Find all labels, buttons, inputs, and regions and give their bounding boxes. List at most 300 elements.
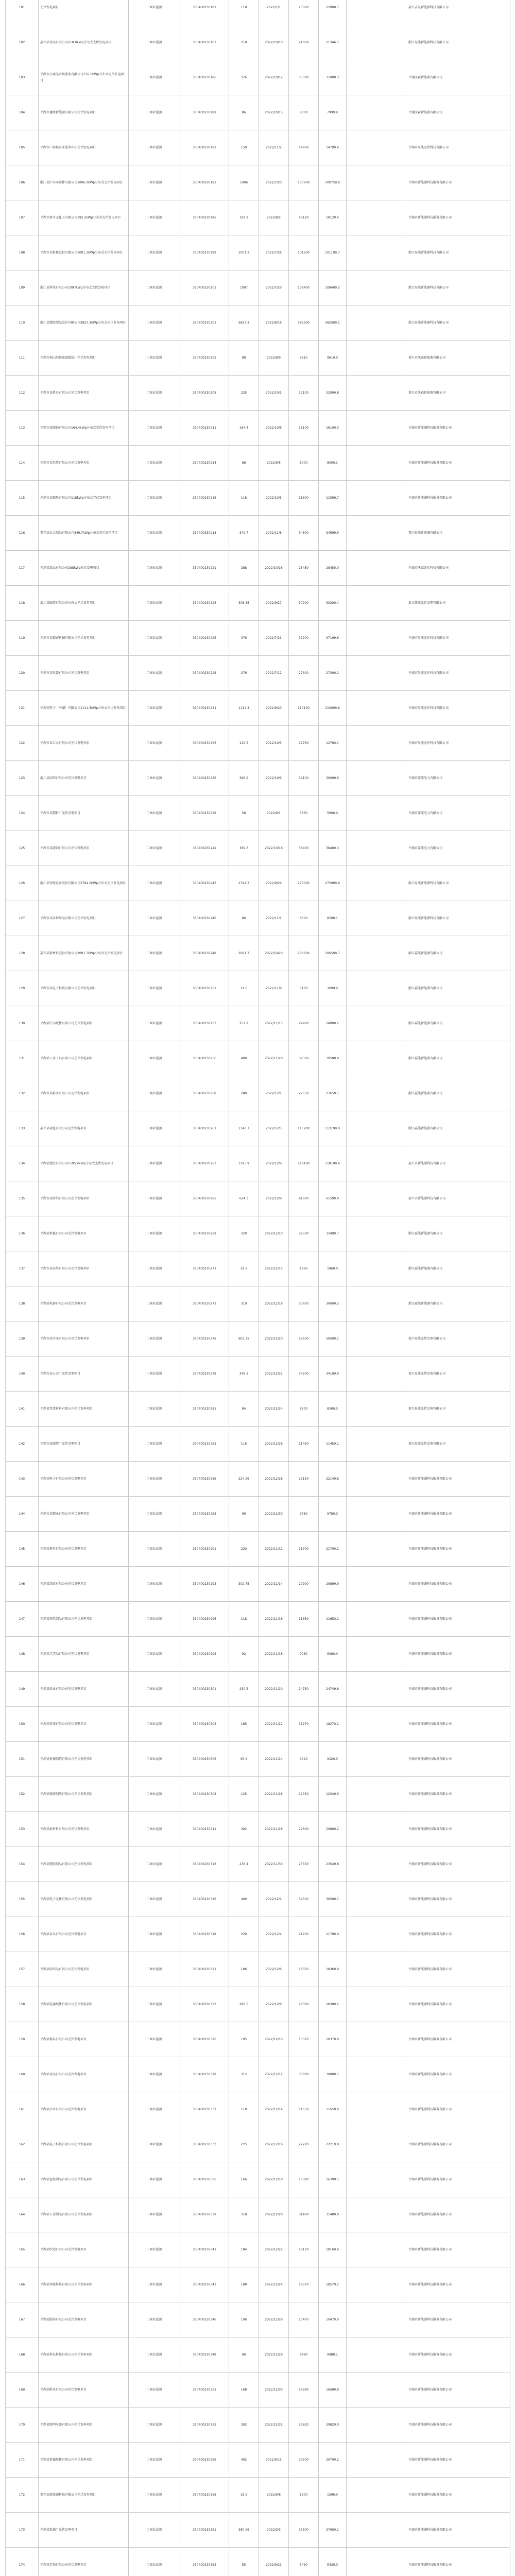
- project-type: 工商业屋顶: [129, 586, 180, 621]
- table-row: [6, 446, 510, 481]
- project-name: 嘉兴某新能源科技有限公司光伏发电项目: [39, 2478, 129, 2513]
- table-row: [6, 586, 510, 621]
- grid-date: 2022/9/3: [259, 2513, 289, 2548]
- generation: 37200: [289, 621, 319, 656]
- generation: 18120: [289, 200, 319, 235]
- project-code: 330400230326: [180, 2022, 229, 2057]
- project-code: 330400230266: [180, 1181, 229, 1216]
- row-number: 146: [6, 1567, 39, 1602]
- project-code: 330400230286: [180, 1462, 229, 1497]
- table-row: [6, 971, 510, 1006]
- project-type: 工商业屋顶: [129, 200, 180, 235]
- table-row: [6, 270, 510, 306]
- table-row: [6, 551, 510, 586]
- capacity: 1195.9: [229, 1146, 259, 1181]
- generation: 24900: [289, 1006, 319, 1041]
- project-code: 330400230211: [180, 411, 229, 446]
- row-number: 167: [6, 2302, 39, 2337]
- owner-company: 嘉兴吉民新能源科技有限公司: [403, 0, 510, 25]
- table-row: [6, 306, 510, 341]
- grid-date: 2022/11/1: [259, 901, 289, 936]
- generation: 59500: [289, 1321, 319, 1357]
- generation: 39500: [289, 1882, 319, 1917]
- project-type: 工商业屋顶: [129, 270, 180, 306]
- blank-cell: [347, 376, 403, 411]
- row-number: 133: [6, 1111, 39, 1146]
- generation: 8300: [289, 1392, 319, 1427]
- grid-date: 2022/12/22: [259, 1357, 289, 1392]
- reduction: 14799.6: [319, 130, 347, 165]
- row-number: 121: [6, 691, 39, 726]
- blank-cell: [347, 2408, 403, 2443]
- generation: 29800: [289, 1812, 319, 1847]
- table-row: [6, 936, 510, 971]
- grid-date: 2022/10/15: [259, 95, 289, 130]
- blank-cell: [347, 2513, 403, 2548]
- project-name: 平湖市某服装厂光伏发电项目: [39, 1427, 129, 1462]
- project-name: 平湖某电子元件有限公司光伏发电项目: [39, 1882, 129, 1917]
- project-name: 平湖某新材料有限公司光伏发电项目: [39, 1812, 129, 1847]
- project-name: 平湖市某实业有限公司光伏发电项目: [39, 1321, 129, 1357]
- owner-company: 嘉兴市沃森新能源有限公司: [403, 376, 510, 411]
- generation: 39100: [289, 761, 319, 796]
- owner-company: 浙江嘉能新能源有限公司: [403, 936, 510, 971]
- project-type: 工商业屋顶: [129, 1567, 180, 1602]
- project-type: 工商业屋顶: [129, 1637, 180, 1672]
- table-row: [6, 25, 510, 60]
- table-row: [6, 2548, 510, 2576]
- grid-date: 2022/10/16: [259, 831, 289, 866]
- capacity: 380.96: [229, 2513, 259, 2548]
- project-name: 平湖某机电科技有限公司光伏发电项目: [39, 2337, 129, 2372]
- generation: 28300: [289, 1987, 319, 2022]
- project-name: 平湖市某包装有限公司光伏发电项目: [39, 446, 129, 481]
- table-row: [6, 95, 510, 130]
- project-type: 工商业屋顶: [129, 1917, 180, 1952]
- project-name: 平湖某电子（平湖）有限公司1114.3kWp分布式光伏发电项目: [39, 691, 129, 726]
- project-name: 平湖某实业有限公司光伏发电项目: [39, 2092, 129, 2127]
- reduction: 22219.8: [319, 2127, 347, 2162]
- project-code: 330400230258: [180, 1076, 229, 1111]
- owner-company: 嘉兴易能光伏发电有限公司: [403, 1321, 510, 1357]
- table-row: [6, 2372, 510, 2408]
- row-number: 138: [6, 1286, 39, 1321]
- project-name: 平湖市某家居用品有限公司光伏发电项目: [39, 901, 129, 936]
- row-number: 120: [6, 656, 39, 691]
- project-type: 工商业屋顶: [129, 726, 180, 761]
- project-name: 浙江某汽车零部件有限公司1006.0kWp分布式光伏发电项目: [39, 165, 129, 200]
- table-row: [6, 60, 510, 95]
- table-row: [6, 1532, 510, 1567]
- project-type: 工商业屋顶: [129, 2513, 180, 2548]
- project-code: 330400230313: [180, 1847, 229, 1882]
- owner-company: 平湖沃森新能源有限公司: [403, 95, 510, 130]
- table-row: [6, 1041, 510, 1076]
- project-type: 工商业屋顶: [129, 2162, 180, 2197]
- project-type: 工商业屋顶: [129, 1462, 180, 1497]
- project-code: 330400230331: [180, 2092, 229, 2127]
- reduction: 9080.0: [319, 1637, 347, 1672]
- table-row: [6, 2337, 510, 2372]
- owner-company: 平湖市新能源科技服务有限公司: [403, 2057, 510, 2092]
- grid-date: 2022/10/26: [259, 551, 289, 586]
- project-code: 330400230343: [180, 2267, 229, 2302]
- reduction: 12760.1: [319, 726, 347, 761]
- capacity: 302: [229, 1812, 259, 1847]
- project-code: 330400230281: [180, 1392, 229, 1427]
- generation: 23550: [289, 1847, 319, 1882]
- generation: 1860: [289, 1251, 319, 1286]
- generation: 35000: [289, 60, 319, 95]
- project-name: 平湖某箱包制品有限公司光伏发电项目: [39, 1602, 129, 1637]
- capacity: 86: [229, 446, 259, 481]
- capacity: 186: [229, 1952, 259, 1987]
- owner-company: 嘉兴易能新能源有限公司: [403, 516, 510, 551]
- project-name: 平湖某包装制品有限公司光伏发电项目: [39, 2162, 129, 2197]
- project-code: 330400230236: [180, 761, 229, 796]
- blank-cell: [347, 1111, 403, 1146]
- table-row: [6, 341, 510, 376]
- reduction: 18369.9: [319, 1952, 347, 1987]
- capacity: 1001.3: [229, 235, 259, 270]
- project-code: 330400230263: [180, 1146, 229, 1181]
- blank-cell: [347, 1882, 403, 1917]
- row-number: 169: [6, 2372, 39, 2408]
- project-code: 330400230338: [180, 2197, 229, 2232]
- grid-date: 2022/11/24: [259, 1742, 289, 1777]
- generation: 16100: [289, 411, 319, 446]
- row-number: 145: [6, 1532, 39, 1567]
- project-code: 330400230241: [180, 831, 229, 866]
- project-name: 平湖某织造有限公司光伏发电项目: [39, 2232, 129, 2267]
- project-code: 330400230191: [180, 130, 229, 165]
- project-code: 330400230208: [180, 376, 229, 411]
- generation: 34200: [289, 1357, 319, 1392]
- project-type: 工商业屋顶: [129, 1357, 180, 1392]
- project-code: 330400230205: [180, 341, 229, 376]
- grid-date: 2022/7/21: [259, 621, 289, 656]
- project-code: 330400230323: [180, 1987, 229, 2022]
- project-name: 平湖市某鞋业有限公司光伏发电项目: [39, 1076, 129, 1111]
- project-name: 浙江某科技有限公司1097kWp分布式光伏发电项目: [39, 270, 129, 306]
- row-number: 140: [6, 1357, 39, 1392]
- grid-date: 2022/7/28: [259, 235, 289, 270]
- blank-cell: [347, 726, 403, 761]
- owner-company: 平湖市新能源科技服务有限公司: [403, 2092, 510, 2127]
- table-row: [6, 2443, 510, 2478]
- project-table: [5, 0, 510, 2576]
- table-row: [6, 0, 510, 25]
- table-row: [6, 1812, 510, 1847]
- project-name: 平湖某电器有限公司光伏发电项目: [39, 1286, 129, 1321]
- owner-company: 平湖市新能源科技服务有限公司: [403, 1917, 510, 1952]
- project-name: 嘉兴某新材料股份有限公司2091.7kWp分布式光伏发电项目: [39, 936, 129, 971]
- blank-cell: [347, 2127, 403, 2162]
- grid-date: 2022/11/14: [259, 1567, 289, 1602]
- row-number: 111: [6, 341, 39, 376]
- table-row: [6, 1462, 510, 1497]
- generation: 276000: [289, 866, 319, 901]
- generation: 30200: [289, 586, 319, 621]
- generation: 9780: [289, 1497, 319, 1532]
- project-code: 330400230186: [180, 60, 229, 95]
- project-name: 平湖某服饰有限公司光伏发电项目: [39, 2302, 129, 2337]
- project-name: 平湖市某电子科技有限公司光伏发电项目: [39, 971, 129, 1006]
- project-name: 平湖市德胜新能源有限公司光伏发电项目: [39, 95, 129, 130]
- capacity: 99: [229, 1497, 259, 1532]
- owner-company: 浙江嘉能新能源有限公司: [403, 1251, 510, 1286]
- capacity: 1146.7: [229, 1111, 259, 1146]
- table-row: [6, 726, 510, 761]
- project-code: 330400230256: [180, 1041, 229, 1076]
- project-code: 330400230253: [180, 1006, 229, 1041]
- project-code: 330400230276: [180, 1321, 229, 1357]
- capacity: 349.7: [229, 516, 259, 551]
- project-name: 平湖某模具有限公司光伏发电项目: [39, 2022, 129, 2057]
- owner-company: 平湖市新能源科技服务有限公司: [403, 2302, 510, 2337]
- project-name: 平湖某灯饰有限公司光伏发电项目: [39, 2548, 129, 2576]
- row-number: 112: [6, 376, 39, 411]
- project-type: 工商业屋顶: [129, 1952, 180, 1987]
- project-name: 平湖某鞋业有限公司光伏发电项目: [39, 2372, 129, 2408]
- row-number: 157: [6, 1952, 39, 1987]
- blank-cell: [347, 2337, 403, 2372]
- project-code: 330400230203: [180, 306, 229, 341]
- project-code: 330400230333: [180, 2127, 229, 2162]
- blank-cell: [347, 586, 403, 621]
- project-name: 浙江某服装有限公司分布式光伏发电项目: [39, 586, 129, 621]
- owner-company: 平湖市新能源科技服务有限公司: [403, 1637, 510, 1672]
- owner-company: 平湖市新能源科技服务有限公司: [403, 2267, 510, 2302]
- reduction: 110099.6: [319, 691, 347, 726]
- project-type: 工商业屋顶: [129, 1427, 180, 1462]
- blank-cell: [347, 95, 403, 130]
- table-row: [6, 1742, 510, 1777]
- project-type: 工商业屋顶: [129, 971, 180, 1006]
- blank-cell: [347, 1497, 403, 1532]
- grid-date: 2022/12/14: [259, 2092, 289, 2127]
- project-name: 平湖市某箱包有限公司118kWp分布式光伏发电项目: [39, 481, 129, 516]
- row-number: 105: [6, 130, 39, 165]
- reduction: 8000.1: [319, 446, 347, 481]
- reduction: 18169.9: [319, 2232, 347, 2267]
- generation: 61600: [289, 1181, 319, 1216]
- blank-cell: [347, 1286, 403, 1321]
- owner-company: 嘉兴市新能源科技有限公司: [403, 1146, 510, 1181]
- owner-company: 平湖市新能源科技服务有限公司: [403, 165, 510, 200]
- blank-cell: [347, 621, 403, 656]
- project-code: 330400230283: [180, 1427, 229, 1462]
- generation: 27300: [289, 656, 319, 691]
- generation: 113200: [289, 1111, 319, 1146]
- project-code: 330400230196: [180, 200, 229, 235]
- capacity: 96: [229, 2337, 259, 2372]
- project-name: 平湖某食品有限公司光伏发电项目: [39, 2057, 129, 2092]
- capacity: 250.5: [229, 1672, 259, 1707]
- grid-date: 2022/9/5: [259, 446, 289, 481]
- generation: 24750: [289, 1672, 319, 1707]
- row-number: 168: [6, 2337, 39, 2372]
- project-type: 工商业屋顶: [129, 1497, 180, 1532]
- table-row: [6, 1847, 510, 1882]
- blank-cell: [347, 761, 403, 796]
- table-row: [6, 1917, 510, 1952]
- generation: 10470: [289, 2302, 319, 2337]
- blank-cell: [347, 0, 403, 25]
- capacity: 92: [229, 1637, 259, 1672]
- capacity: 86: [229, 95, 259, 130]
- owner-company: 嘉兴市沃森新能源有限公司: [403, 341, 510, 376]
- grid-date: 2022/8/18: [259, 306, 289, 341]
- owner-company: 平湖市新能源科技服务有限公司: [403, 1707, 510, 1742]
- capacity: 185: [229, 1707, 259, 1742]
- project-name: 平湖某机电有限公司光伏发电项目: [39, 1532, 129, 1567]
- table-row: [6, 2197, 510, 2232]
- grid-date: 2022/9/27: [259, 586, 289, 621]
- capacity: 389.3: [229, 831, 259, 866]
- table-row: [6, 1777, 510, 1812]
- table-row: [6, 1602, 510, 1637]
- reduction: 11650.0: [319, 2092, 347, 2127]
- blank-cell: [347, 165, 403, 200]
- project-type: 工商业屋顶: [129, 1111, 180, 1146]
- owner-company: 平湖市新能源科技服务有限公司: [403, 446, 510, 481]
- owner-company: 平湖市新能源科技服务有限公司: [403, 1672, 510, 1707]
- blank-cell: [347, 1987, 403, 2022]
- blank-cell: [347, 2092, 403, 2127]
- reduction: 206599.7: [319, 936, 347, 971]
- row-number: 125: [6, 831, 39, 866]
- row-number: 110: [6, 306, 39, 341]
- project-type: 工商业屋顶: [129, 1321, 180, 1357]
- generation: 16590: [289, 2372, 319, 2408]
- generation: 14800: [289, 130, 319, 165]
- reduction: 16100.3: [319, 411, 347, 446]
- blank-cell: [347, 25, 403, 60]
- generation: 28450: [289, 551, 319, 586]
- row-number: 158: [6, 1987, 39, 2022]
- reduction: 29899.9: [319, 1567, 347, 1602]
- project-type: 工商业屋顶: [129, 1076, 180, 1111]
- project-name: 平湖市某五金厂光伏发电项目: [39, 1357, 129, 1392]
- table-row: [6, 1952, 510, 1987]
- table-row: [6, 656, 510, 691]
- grid-date: 2022/10/10: [259, 25, 289, 60]
- project-type: 工商业屋顶: [129, 481, 180, 516]
- table-row: [6, 1707, 510, 1742]
- owner-company: 浙江嘉能光伏发电有限公司: [403, 586, 510, 621]
- grid-date: 2022/10/20: [259, 936, 289, 971]
- row-number: 124: [6, 796, 39, 831]
- owner-company: 平湖市新能源科技服务有限公司: [403, 1602, 510, 1637]
- project-type: 工商业屋顶: [129, 2548, 180, 2576]
- table-row: [6, 235, 510, 270]
- project-type: 工商业屋顶: [129, 2443, 180, 2478]
- reduction: 21700.0: [319, 1917, 347, 1952]
- project-type: 工商业屋顶: [129, 1286, 180, 1321]
- row-number: 159: [6, 2022, 39, 2057]
- table-row: [6, 1672, 510, 1707]
- row-number: 153: [6, 1812, 39, 1847]
- generation: 38400: [289, 831, 319, 866]
- owner-company: 平湖市新能源科技服务有限公司: [403, 1462, 510, 1497]
- generation: 39700: [289, 2443, 319, 2478]
- blank-cell: [347, 2443, 403, 2478]
- project-type: 工商业屋顶: [129, 551, 180, 586]
- reduction: 24900.2: [319, 1006, 347, 1041]
- project-name: 浙江某智能设备股份有限公司2794.2kWp分布式光伏发电项目: [39, 866, 129, 901]
- owner-company: 浙江易能新能源科技有限公司: [403, 306, 510, 341]
- blank-cell: [347, 1777, 403, 1812]
- project-type: 工商业屋顶: [129, 60, 180, 95]
- table-row: [6, 1321, 510, 1357]
- grid-date: 2022/12/22: [259, 2232, 289, 2267]
- grid-date: 2022/12/18: [259, 2162, 289, 2197]
- owner-company: 平湖市新能源科技服务有限公司: [403, 2372, 510, 2408]
- capacity: 168: [229, 2372, 259, 2408]
- row-number: 130: [6, 1006, 39, 1041]
- blank-cell: [347, 411, 403, 446]
- project-type: 工商业屋顶: [129, 2267, 180, 2302]
- capacity: 86: [229, 901, 259, 936]
- project-name: 平湖市某精密机械有限公司光伏发电项目: [39, 621, 129, 656]
- project-code: 330400230226: [180, 621, 229, 656]
- table-row: [6, 2267, 510, 2302]
- project-code: 330400230231: [180, 691, 229, 726]
- grid-date: 2022/11/2: [259, 130, 289, 165]
- row-number: 172: [6, 2478, 39, 2513]
- project-code: 330400230361: [180, 2513, 229, 2548]
- generation: 9610: [289, 341, 319, 376]
- project-name: 平湖市某服饰有限公司光伏发电项目: [39, 831, 129, 866]
- project-name: 平湖某智能科技有限公司光伏发电项目: [39, 2267, 129, 2302]
- project-type: 工商业屋顶: [129, 2408, 180, 2443]
- generation: 3100: [289, 971, 319, 1006]
- blank-cell: [347, 1812, 403, 1847]
- reduction: 582500.1: [319, 306, 347, 341]
- project-code: 330400230308: [180, 1777, 229, 1812]
- reduction: 28300.2: [319, 1987, 347, 2022]
- project-type: 工商业屋顶: [129, 901, 180, 936]
- blank-cell: [347, 1602, 403, 1637]
- owner-company: 浙江易能新能源科技有限公司: [403, 901, 510, 936]
- project-name: 平湖某纸箱厂光伏发电项目: [39, 2513, 129, 2548]
- generation: 8500: [289, 901, 319, 936]
- blank-cell: [347, 270, 403, 306]
- project-name: 平湖某精密制造有限公司光伏发电项目: [39, 1777, 129, 1812]
- capacity: 224.36: [229, 1462, 259, 1497]
- owner-company: 平湖市新能源科技服务有限公司: [403, 2443, 510, 2478]
- grid-date: 2022/12/8: [259, 1181, 289, 1216]
- generation: 21700: [289, 1917, 319, 1952]
- project-code: 330400230358: [180, 2478, 229, 2513]
- generation: 37600: [289, 2513, 319, 2548]
- project-name: 平湖某电子科技有限公司光伏发电项目: [39, 2127, 129, 2162]
- generation: 12350: [289, 1777, 319, 1812]
- project-name: 平湖市某机械股份有限公司1001.3kWp分布式光伏发电项目: [39, 235, 129, 270]
- reduction: 32499.7: [319, 1216, 347, 1251]
- grid-date: 2022/9/15: [259, 2443, 289, 2478]
- table-row: [6, 1987, 510, 2022]
- reduction: 16390.1: [319, 2162, 347, 2197]
- generation: 9480: [289, 2337, 319, 2372]
- reduction: 23549.8: [319, 1847, 347, 1882]
- grid-date: 2022/7/20: [259, 165, 289, 200]
- project-code: 330400230223: [180, 586, 229, 621]
- capacity: 84: [229, 1392, 259, 1427]
- project-name: 平湖市某纺织有限公司光伏发电项目: [39, 1181, 129, 1216]
- row-number: 142: [6, 1427, 39, 1462]
